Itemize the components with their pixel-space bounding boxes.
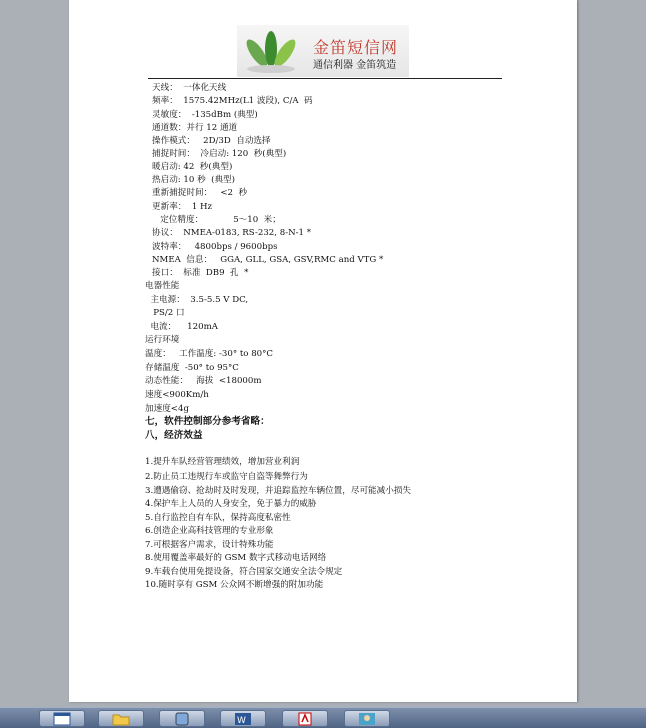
logo-name: 金笛短信网	[313, 38, 399, 57]
text-line: 温度： 工作温度: -30° to 80°C	[145, 349, 274, 359]
text-line: 4.保护车上人员的人身安全，免于暴力的威胁	[145, 499, 317, 509]
text-line: 1.提升车队经营管理绩效，增加营业利润	[145, 457, 300, 467]
app-icon	[173, 712, 191, 726]
word-icon	[234, 712, 252, 726]
text-line: NMEA 信息： GGA, GLL, GSA, GSV,RMC and VTG *	[152, 255, 384, 265]
text-line: 主电源： 3.5-5.5 V DC,	[145, 295, 249, 305]
pdf-icon	[296, 712, 314, 726]
text-line: 暖启动: 42 秒(典型)	[152, 162, 233, 172]
text-line: 重新捕捉时间： <2 秒	[152, 188, 248, 198]
taskbar-user-button[interactable]	[344, 710, 390, 727]
text-line: PS/2 口	[145, 308, 185, 318]
text-line: 3.遭遇偷窃、抢劫时及时发现，并追踪监控车辆位置，尽可能减小损失	[145, 486, 412, 496]
logo-slogan: 通信利器 金笛筑造	[313, 60, 397, 71]
folder-icon	[112, 712, 130, 726]
text-line: 波特率： 4800bps / 9600bps	[152, 242, 278, 252]
header-rule	[148, 78, 502, 79]
taskbar-word-button[interactable]	[220, 710, 266, 727]
text-line: 七，软件控制部分参考省略：	[145, 416, 270, 427]
text-line: 接口： 标准 DB9 孔 *	[152, 268, 249, 278]
text-line: 加速度<4g	[145, 404, 189, 414]
company-logo	[237, 25, 409, 77]
text-line: 运行环境	[145, 335, 180, 345]
text-line: 灵敏度： -135dBm (典型)	[152, 110, 258, 120]
text-line: 6.创造企业高科技管理的专业形象	[145, 526, 274, 536]
user-icon	[358, 712, 376, 726]
taskbar-window-button[interactable]	[39, 710, 85, 727]
text-line: 天线： 一体化天线	[152, 83, 227, 93]
text-line: 更新率： 1 Hz	[152, 202, 213, 212]
text-line: 通道数：并行 12 通道	[152, 123, 238, 133]
text-line: 捕捉时间： 冷启动: 120 秒(典型)	[152, 149, 287, 159]
text-line: 协议： NMEA-0183, RS-232, 8-N-1 *	[152, 228, 312, 238]
text-line: 2.防止员工违规行车或监守自盗等舞弊行为	[145, 472, 308, 482]
leaf-icon	[237, 25, 309, 77]
taskbar-app-button[interactable]	[159, 710, 205, 727]
text-line: 9.车载台使用免提设备，符合国家交通安全法令规定	[145, 567, 343, 577]
text-line: 操作模式： 2D/3D 自动选择	[152, 136, 271, 146]
window-icon	[53, 712, 71, 726]
text-line: 7.可根据客户需求，设计特殊功能	[145, 540, 274, 550]
taskbar-folder-button[interactable]	[98, 710, 144, 727]
svg-text:W: W	[237, 716, 246, 726]
document-page	[69, 0, 577, 702]
text-line: 频率： 1575.42MHz(L1 波段), C/A 码	[152, 96, 313, 106]
text-line: 热启动: 10 秒 (典型)	[152, 175, 236, 185]
text-line: 存储温度 -50° to 95°C	[145, 363, 239, 373]
text-line: 八，经济效益	[145, 430, 203, 441]
taskbar	[0, 707, 646, 728]
text-line: 电流： 120mA	[145, 322, 218, 332]
taskbar-pdf-button[interactable]	[282, 710, 328, 727]
text-line: 8.使用覆盖率最好的 GSM 数字式移动电话网络	[145, 553, 327, 563]
text-line: 速度<900Km/h	[145, 390, 209, 400]
text-line: 定位精度： 5～10 米；	[152, 215, 281, 225]
text-line: 电器性能	[145, 281, 180, 291]
text-line: 10.随时享有 GSM 公众网不断增强的附加功能	[145, 580, 324, 590]
text-line: 动态性能： 海拔 <18000m	[145, 376, 262, 386]
text-line: 5.自行监控自有车队，保持高度私密性	[145, 513, 291, 523]
